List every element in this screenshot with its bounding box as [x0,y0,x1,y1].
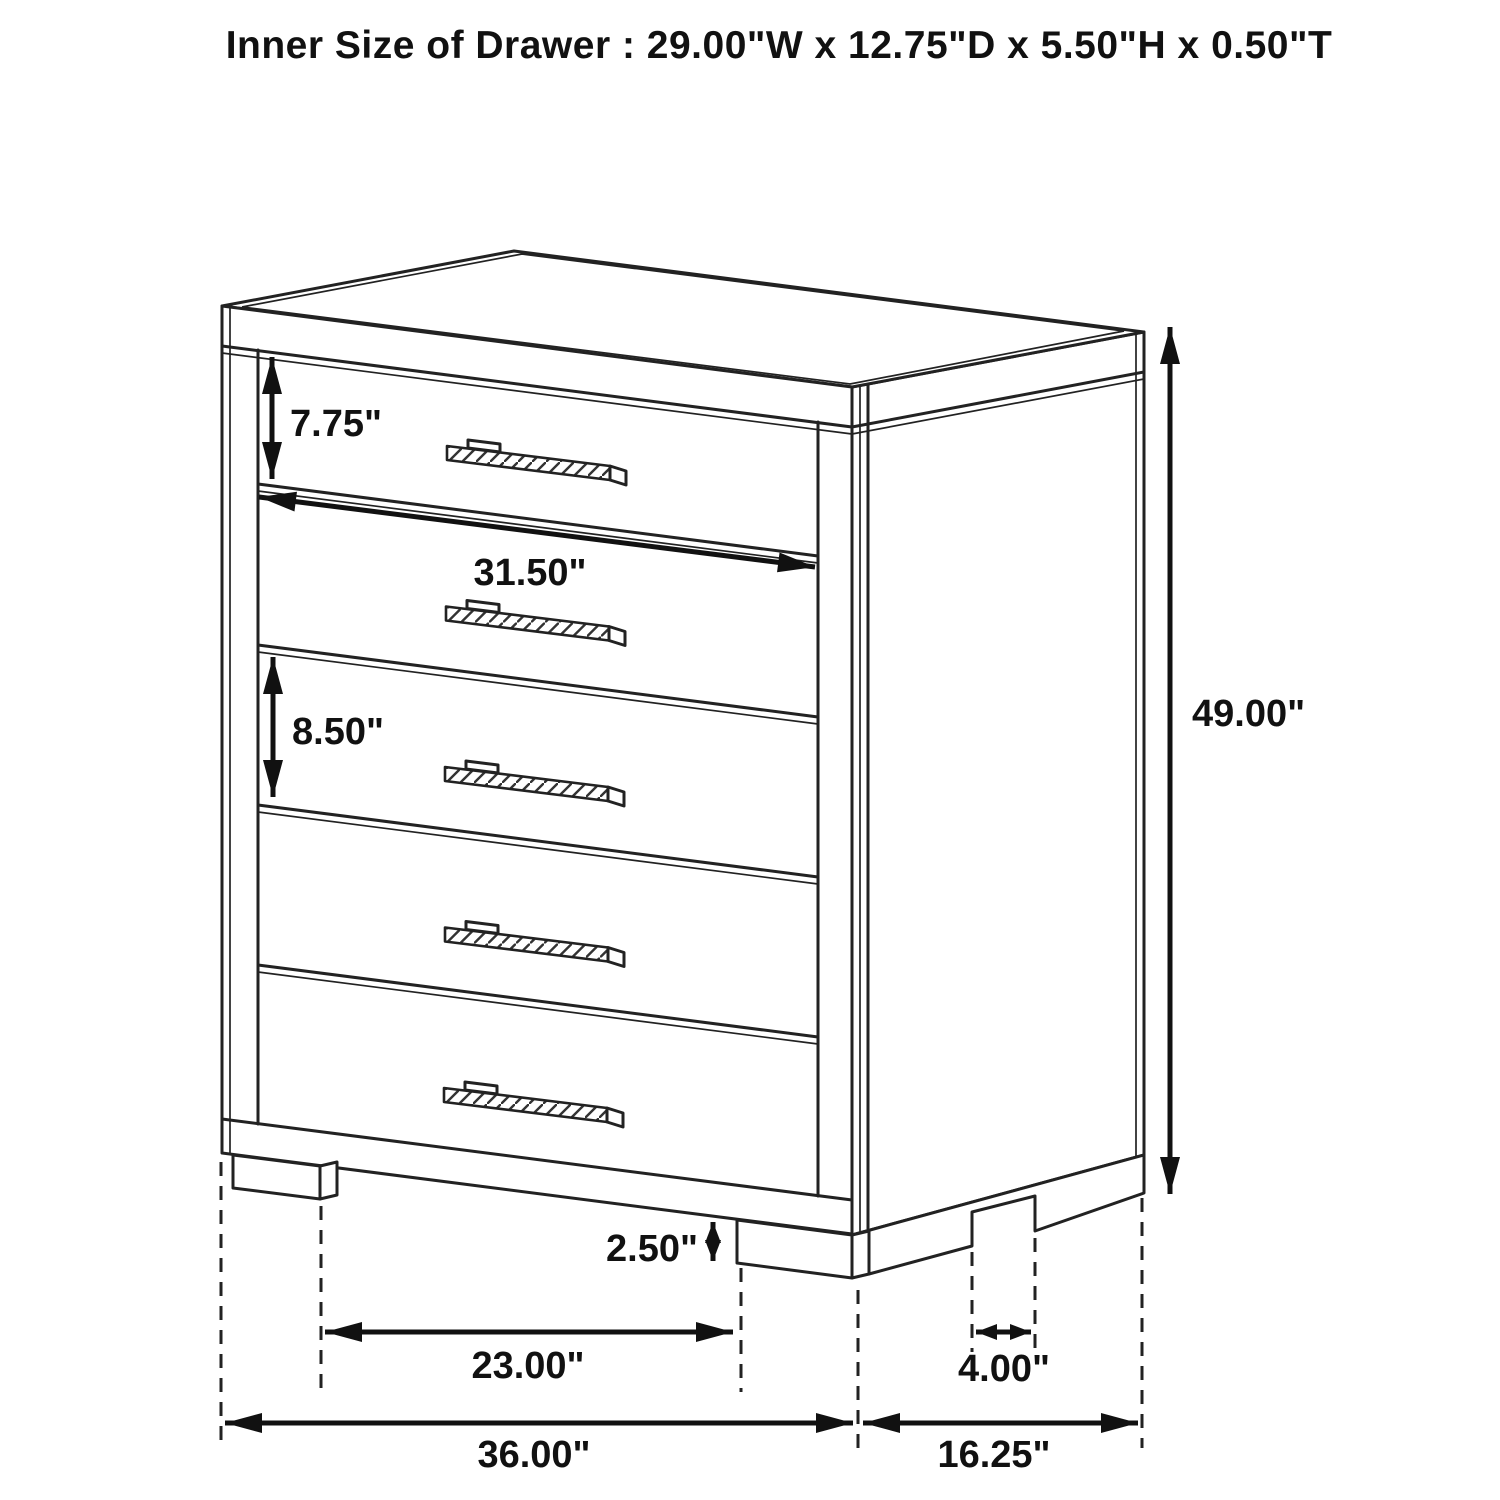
front-face [222,306,852,1234]
drawer-width-label: 31.50" [473,552,587,594]
lower-drawer-height-label: 8.50" [292,711,384,753]
overall-width-label: 36.00" [477,1434,591,1476]
foot-height-label: 2.50" [606,1228,698,1270]
diagram-title: Inner Size of Drawer : 29.00"W x 12.75"D x 5.50"H x 0.50"T [225,24,1333,67]
side-panel [852,332,1144,1235]
overall-depth-label: 16.25" [937,1434,1051,1476]
overall-height-label: 49.00" [1192,693,1306,735]
feet-spacing-label: 23.00" [471,1345,585,1387]
top-drawer-height-label: 7.75" [290,403,382,445]
side-foot-gap-label: 4.00" [958,1348,1050,1390]
